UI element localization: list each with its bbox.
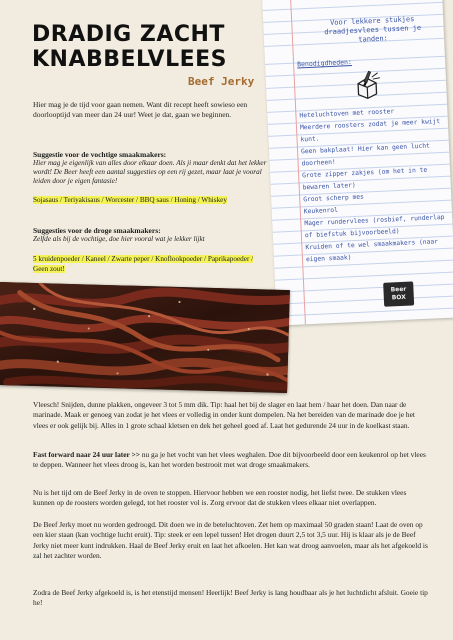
list-item: Kruiden of te wel smaakmakers (naar eigen smaak): [305, 238, 439, 264]
list-item: Geen bakplaat! Hier kan geen lucht doorheen!: [300, 142, 431, 168]
list-item: Mager rundervlees (rosbief, runderlap of biefstuk bijvoorbeeld): [304, 213, 445, 240]
logo-line-2: BOX: [391, 293, 407, 302]
supplies-list: [299, 104, 452, 266]
dry-text: Zelfde als bij de vochtige, doe hier vooral wat je lekker lijkt: [33, 235, 205, 243]
notebook-heading: Voor lekkere stukjes draadjesvlees tussen je tanden:: [324, 15, 422, 44]
list-item: Heteluchtoven met rooster: [299, 108, 395, 120]
wet-heading: Suggestie voor de vochtige smaakmakers:: [33, 150, 167, 159]
body-paragraph-2: [33, 450, 428, 471]
intro-text: Hier mag je de tijd voor gaan nemen. Want dit recept heeft sowieso een doorlooptijd van meer dan 24 uur! Weet je dat, gaan we beginnen.: [33, 100, 248, 119]
title-line-2: KNABBELVLEES: [32, 47, 227, 72]
body-paragraph-2-bold: Fast forward naar 24 uur later >>: [33, 450, 140, 459]
body-paragraph-2-text: nu ga je het vocht van het vlees weghalen. Doe dit bijvoorbeeld door een keukenrol op het vlees te deppen. Wanneer het vlees droog is, kan het worden bestrooit met wat droge smaakmakers.: [33, 450, 426, 470]
tools-label: Benodigdheden:: [296, 57, 353, 69]
list-item: Meerdere roosters zodat je meer kwijt kunt.: [299, 118, 441, 144]
list-item: Keukenrol: [303, 206, 339, 216]
title-line-1: DRADIG ZACHT: [32, 22, 225, 47]
wet-list-text: Sojasaus / Teriyakisaus / Worcester / BBQ saus / Honing / Whiskey: [33, 196, 227, 204]
list-item: Grote zipper zakjes (om het in te bewaren later): [302, 166, 428, 192]
body-paragraph-5: Zodra de Beef Jerky afgekoeld is, is het etenstijd mensen! Heerlijk! Beef Jerky is lang houdbaar als je het luchtdicht afsluit. Goeie tip he!: [33, 588, 428, 608]
recipe-subtitle: Beef Jerky: [188, 75, 255, 88]
jerky-photo-image: [0, 282, 290, 393]
body-paragraph-4: De Beef Jerky moet nu worden gedroogd. Dit doen we in de beteluchtoven. Zet hem op maximaal 50 graden staan! Laat de oven op een kier staan (kan vochtige lucht eruit). Tip: steek er een lepel tussen! Het drogen duurt 2,5 tot 3,5 uur. Hij is klaar als je de Beef Jerky niet meer kunt indrukken. Haal de Beef Jerky eruit en laat het afkoelen. Het kan wat droog aanvoelen, maar als het afgekoeld is zal het zachter worden.: [33, 520, 428, 560]
body-paragraph-1: Vleesch! Snijden, dunne plakken, ongeveer 3 tot 5 mm dik. Tip: haal het bij de slager en laat hem / haar het doen. Dan naar de marinade. Maak er genoeg van zodat je het vlees er volledig in onder kunt dompelen. Na het bereiden van de marinade doe je het vlees er ook gelijk bij. Alles in 1 grote schaal kletsen en dek het geheel goed af. Laat het gedurende 24 uur in de koelkast staan.: [33, 400, 415, 430]
knife-in-box-icon: [351, 69, 382, 100]
recipe-title: [32, 22, 227, 72]
notebook-page: [262, 0, 453, 326]
list-item: Groot scherp mes: [303, 193, 365, 204]
beer-box-logo: [383, 281, 414, 306]
body-paragraph-3: Nu is het tijd om de Beef Jerky in de oven te stoppen. Hiervoor hebben we een rooster nodig, het liefst twee. De stukken vlees kunnen op de roosters worden gelegd, tot het rooster vol is. Zorg ervoor dat de stukken vlees elkaar niet overlappen.: [33, 488, 407, 508]
wet-text: Hier mag je eigenlijk van alles door elkaar doen. Als ji maar denkt dat het lekker wordt! De Beer heeft een aantal suggesties op een rij gezet, maar laat je vooral leiden door je eigen fantasie!: [33, 159, 267, 185]
dry-list: [33, 255, 266, 274]
wet-list: [33, 196, 266, 206]
dry-heading: Suggesties voor de droge smaakmakers:: [33, 226, 161, 235]
jerky-photo: [0, 282, 290, 393]
logo-line-1: Beer: [390, 285, 407, 294]
dry-list-text: 5 kruidenpoeder / Kaneel / Zwarte peper / Knoflookpoeder / Paprikapoeder / Geen zout!: [33, 255, 254, 273]
